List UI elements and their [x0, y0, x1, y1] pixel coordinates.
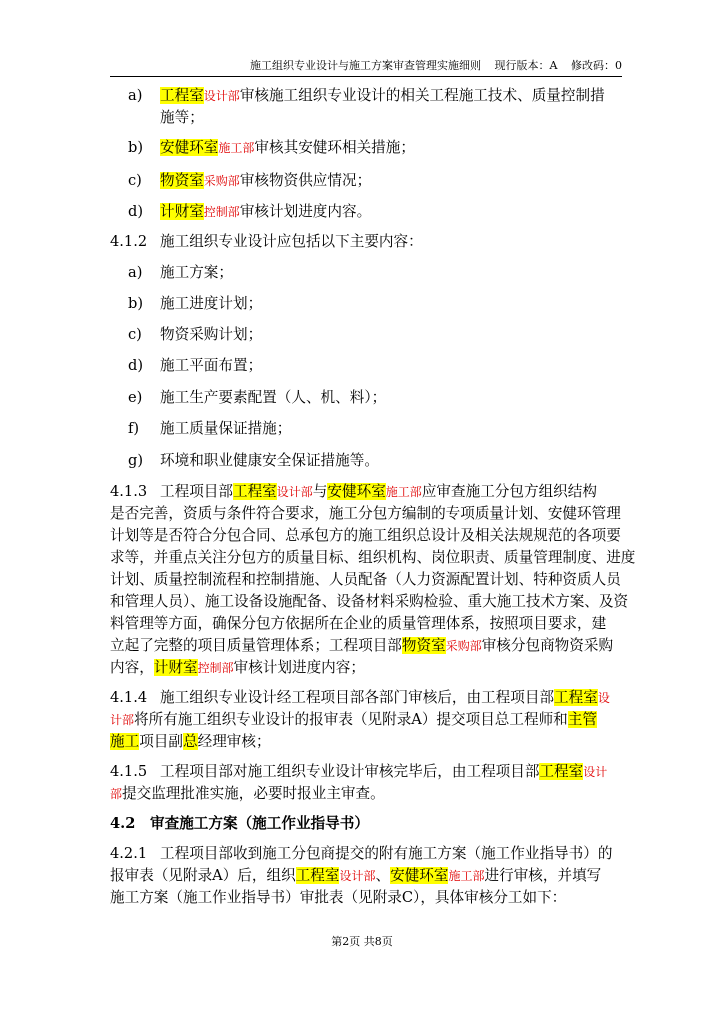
- list-item: e) 施工生产要素配置（人、机、料）；: [128, 389, 387, 406]
- paragraph-line: 求等，并重点关注分包方的质量目标、组织机构、岗位职责、质量管理制度、进度: [110, 549, 636, 566]
- section-4-1-3: 4.1.3 工程项目部工程室设计部与安健环室施工部应审查施工分包方组织结构: [110, 483, 597, 500]
- list-item: d) 计财室控制部审核计划进度内容。: [128, 203, 372, 220]
- paragraph-line: 和管理人员）、施工设备设施配备、设备材料采购检验、重大施工技术方案、及资: [110, 593, 629, 610]
- paragraph-line: 部提交监理批准实施，必要时报业主审查。: [110, 785, 385, 802]
- list-item: g) 环境和职业健康安全保证措施等。: [128, 452, 379, 469]
- paragraph-line: 施工方案（施工作业指导书）审批表（见附录C），具体审核分工如下：: [110, 889, 567, 906]
- section-4-1-2: 4.1.2 施工组织专业设计应包括以下主要内容：: [110, 233, 423, 250]
- page-footer: 第2页 共8页: [331, 935, 393, 948]
- list-item: c) 物资采购计划；: [128, 326, 263, 343]
- list-item: a) 工程室设计部审核施工组织专业设计的相关工程施工技术、质量控制措: [128, 87, 605, 104]
- list-item-cont: 施等；: [160, 109, 204, 126]
- section-4-2-1: 4.2.1 工程项目部收到施工分包商提交的附有施工方案（施工作业指导书）的: [110, 845, 613, 862]
- paragraph-line: 立起了完整的项目质量管理体系；工程项目部物资室采购部审核分包商物资采购: [110, 637, 614, 654]
- paragraph-line: 计划等是否符合分包合同、总承包方的施工组织总设计及相关法规规范的各项要: [110, 527, 621, 544]
- header-revision: 修改码：0: [571, 59, 622, 72]
- section-4-2-heading: 4.2 审查施工方案（施工作业指导书）: [110, 815, 369, 832]
- paragraph-line: 施工项目副总经理审核；: [110, 733, 271, 750]
- paragraph-line: 计部将所有施工组织专业设计的报审表（见附录A）提交项目总工程师和主管: [110, 711, 597, 728]
- list-item: a) 施工方案；: [128, 264, 233, 281]
- list-item: b) 安健环室施工部审核其安健环相关措施；: [128, 139, 415, 156]
- list-item: b) 施工进度计划；: [128, 295, 263, 312]
- list-item: d) 施工平面布置；: [128, 357, 263, 374]
- page-header: [110, 58, 622, 77]
- paragraph-line: 内容，计财室控制部审核计划进度内容；: [110, 659, 365, 676]
- paragraph-line: 料管理等方面，确保分包方依据所在企业的质量管理体系，按照项目要求，建: [110, 615, 607, 632]
- section-4-1-5: 4.1.5 工程项目部对施工组织专业设计审核完毕后，由工程项目部工程室设计: [110, 763, 608, 780]
- header-version: 现行版本：A: [494, 59, 558, 72]
- list-item: f) 施工质量保证措施；: [128, 420, 292, 437]
- section-4-1-4: 4.1.4 施工组织专业设计经工程项目部各部门审核后，由工程项目部工程室设: [110, 689, 610, 706]
- paragraph-line: 报审表（见附录A）后，组织工程室设计部、安健环室施工部进行审核，并填写: [110, 867, 602, 884]
- header-title: 施工组织专业设计与施工方案审查管理实施细则: [250, 59, 482, 72]
- list-item: c) 物资室采购部审核物资供应情况；: [128, 172, 372, 189]
- paragraph-line: 计划、质量控制流程和控制措施、人员配备（人力资源配置计划、特种资质人员: [110, 571, 621, 588]
- paragraph-line: 是否完善，资质与条件符合要求，施工分包方编制的专项质量计划、安健环管理: [110, 505, 621, 522]
